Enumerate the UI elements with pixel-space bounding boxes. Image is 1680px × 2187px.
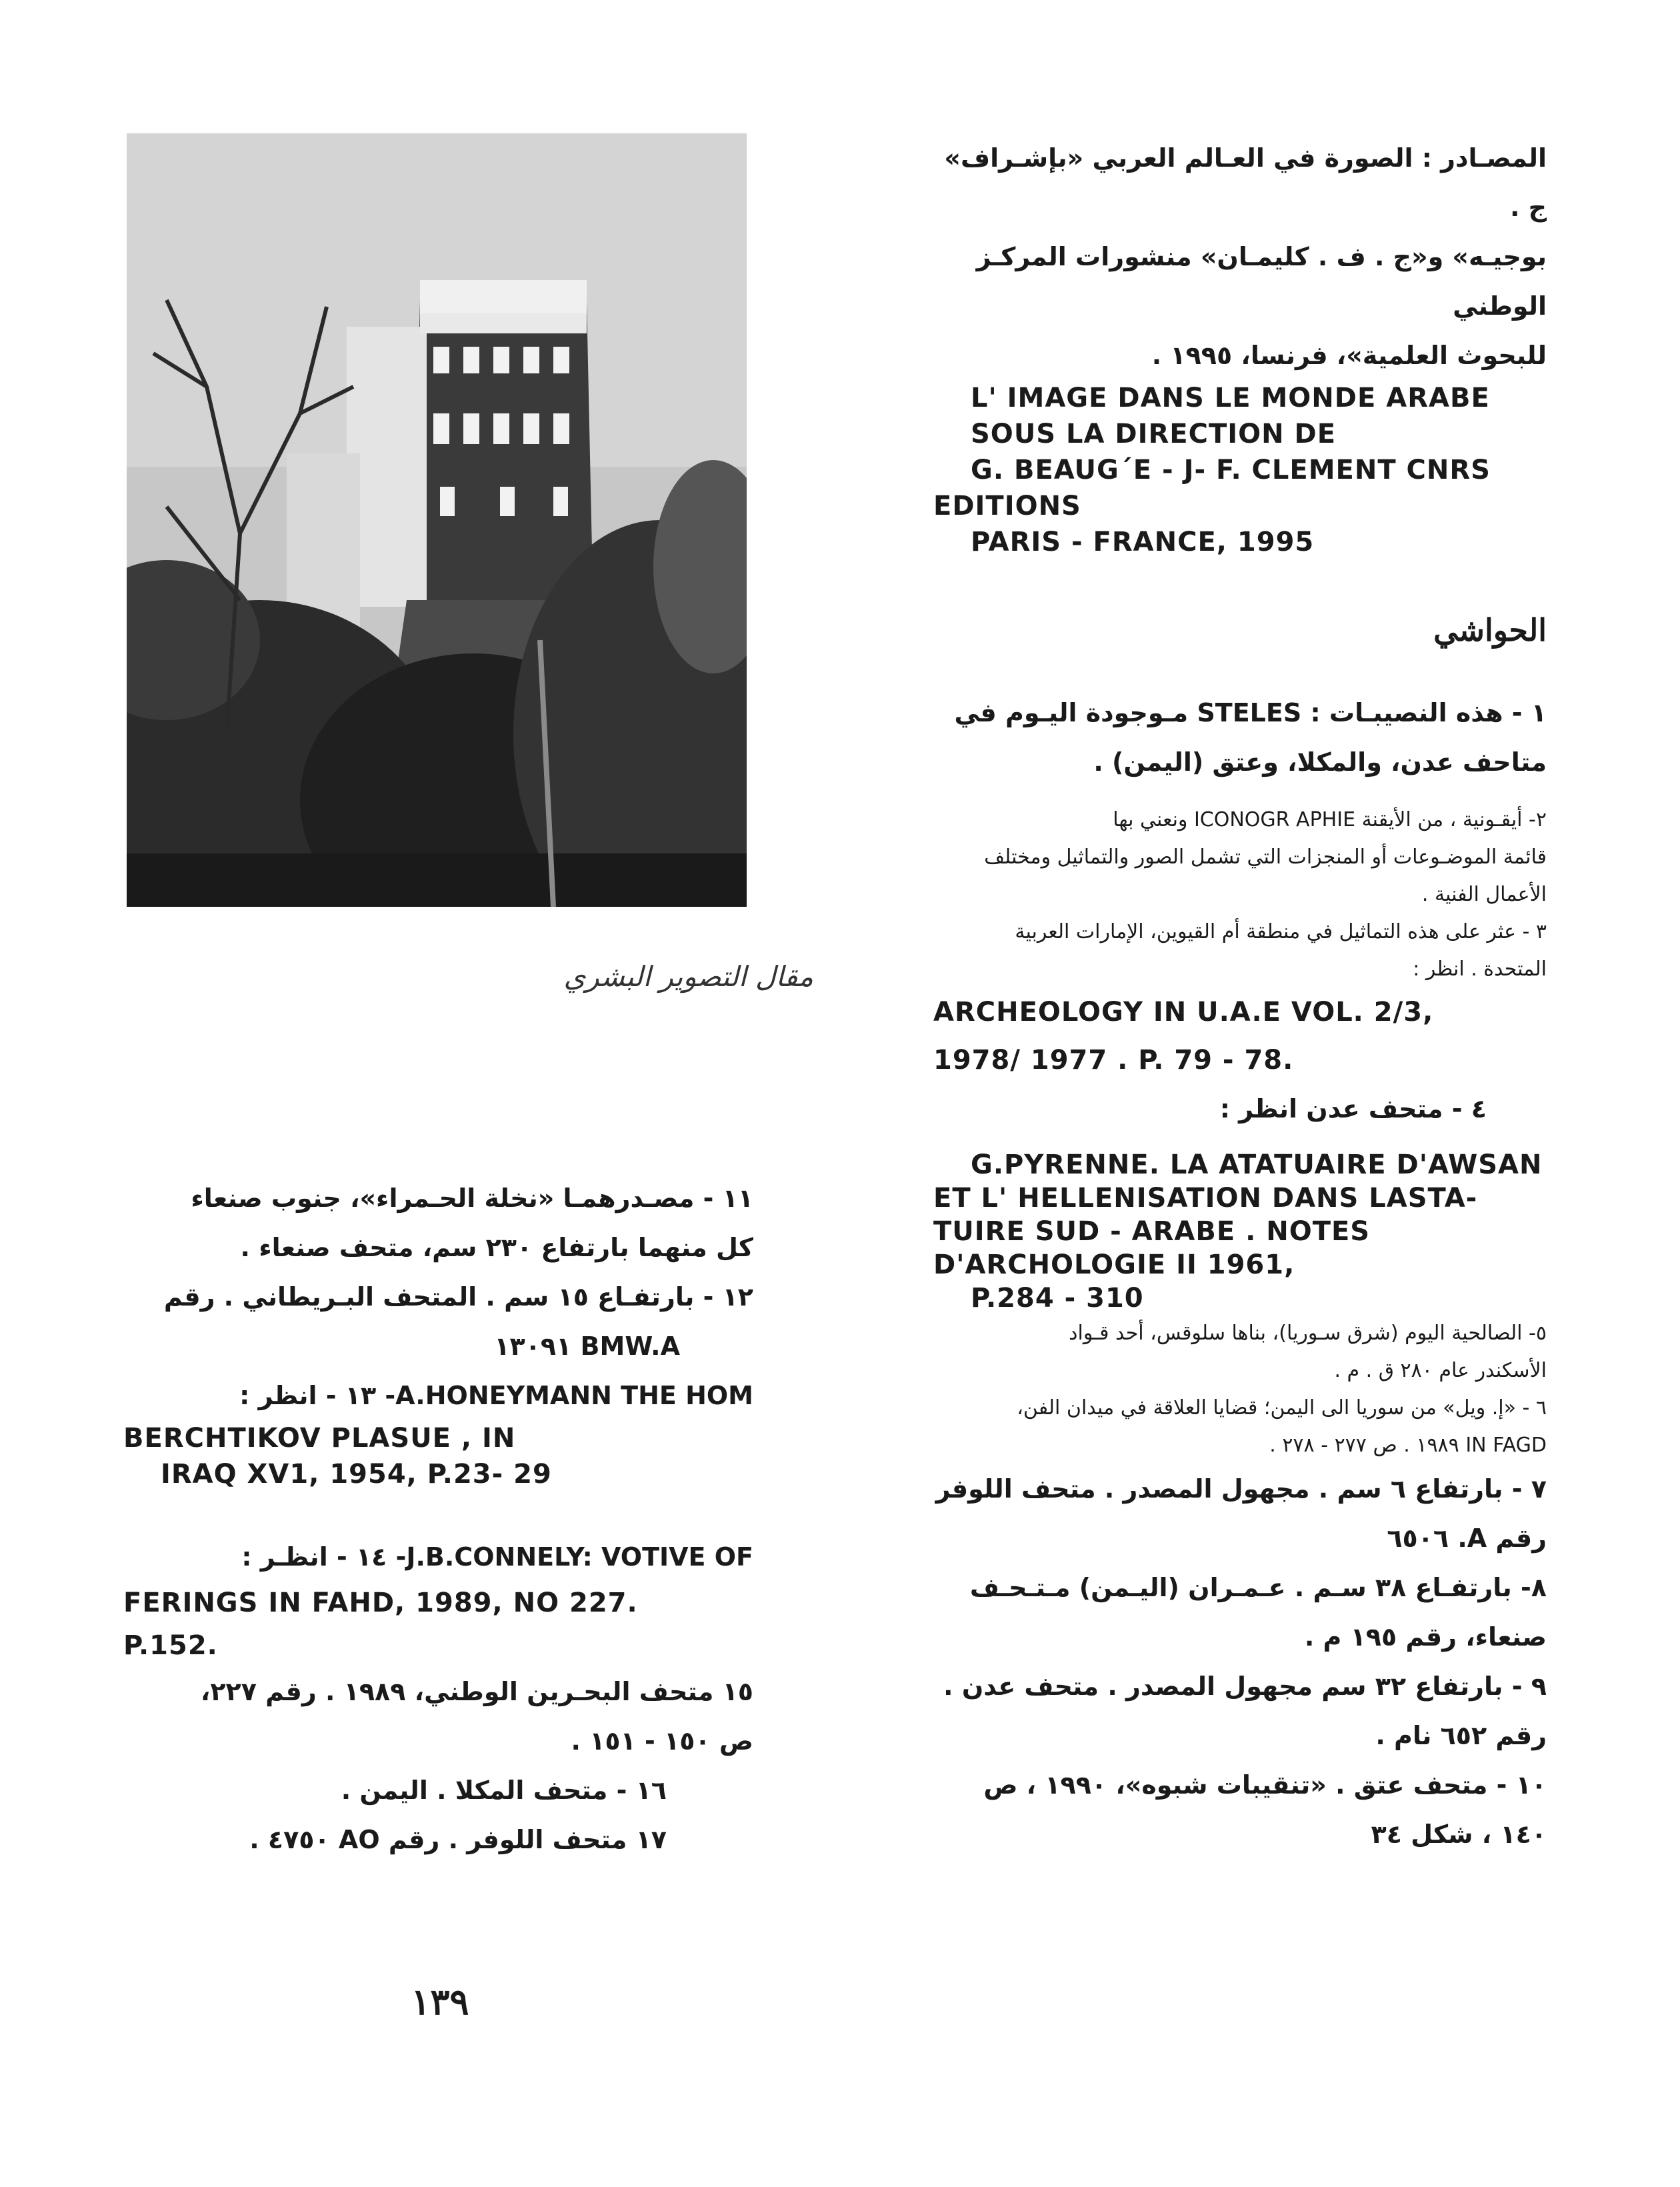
note-17: ١٧ متحف اللوفر . رقم AO ٤٧٥٠ . — [249, 1825, 667, 1854]
note-15: ص ١٥٠ - ١٥١ . — [571, 1726, 753, 1756]
note-2: ٢- أيقـونية ، من الأيقنة ICONOGR APHIE ونعني بها — [1113, 808, 1547, 831]
note-13: A.HONEYMANN THE HOM- ١٣ - انظر : — [239, 1381, 753, 1410]
note-2: قائمة الموضـوعات أو المنجزات التي تشمل الصور والتماثيل ومختلف — [984, 845, 1547, 869]
note-16: ١٦ - متحف المكلا . اليمن . — [341, 1776, 667, 1805]
sources-latin — [933, 380, 1547, 560]
tower-photograph — [127, 133, 747, 907]
note-5: ٥- الصالحية اليوم (شرق سـوريا)، بناها سلوقس، أحد قـواد — [1069, 1322, 1547, 1345]
sources-line: بوجيـه» و«ج . ف . كليمـان» منشورات المركـز الوطني — [976, 242, 1547, 321]
note-12: BMW.A ١٣٠٩١ — [494, 1332, 680, 1361]
note-5: الأسكندر عام ٢٨٠ ق . م . — [1334, 1359, 1547, 1382]
sources-latin-line: EDITIONS — [933, 491, 1081, 521]
note-4-latin — [933, 1148, 1547, 1315]
note-3: المتحدة . انظر : — [1413, 957, 1547, 981]
note-8: ٨- بارتفـاع ٣٨ سـم . عـمـران (اليـمن) مـتـحـف — [969, 1573, 1547, 1602]
note-2: الأعمال الفنية . — [1421, 883, 1547, 906]
note-3-latin — [933, 988, 1547, 1084]
note-12: ١٢ - بارتفـاع ١٥ سم . المتحف البـريطاني . رقم — [163, 1282, 753, 1312]
note-3-latin-line: 1978/ 1977 . P. 79 - 78. — [933, 1045, 1294, 1075]
page-number: ١٣٩ — [411, 1980, 469, 2023]
note-3: ٣ - عثر على هذه التماثيل في منطقة أم القيوين، الإمارات العربية — [1015, 920, 1547, 943]
note-14-latin-line: FERINGS IN FAHD, 1989, NO 227. — [123, 1588, 638, 1618]
right-column — [933, 133, 1547, 1859]
note-14-latin-line: P.152. — [123, 1630, 218, 1661]
photo-caption: مقال التصوير البشري — [563, 960, 813, 993]
left-column — [123, 1174, 753, 1864]
note-7: رقم A. ٦٥٠٦ — [1387, 1524, 1547, 1553]
note-10: ١٠ - متحف عتق . «تنقيبات شبوه»، ١٩٩٠ ، ص — [983, 1770, 1547, 1800]
note-4: ٤ - متحف عدن انظر : — [1219, 1094, 1487, 1124]
note-7: ٧ - بارتفاع ٦ سم . مجهول المصدر . متحف اللوفر — [935, 1474, 1547, 1504]
sources-latin-line: PARIS - FRANCE, 1995 — [971, 527, 1315, 557]
note-11: كل منهما بارتفاع ٢٣٠ سم، متحف صنعاء . — [240, 1233, 753, 1262]
note-14-latin — [123, 1582, 753, 1667]
sources-line: للبحوث العلمية»، فرنسا، ١٩٩٥ . — [1151, 341, 1547, 370]
tower-photo-drawing — [127, 133, 747, 907]
note-13-latin-line: IRAQ XV1, 1954, P.23- 29 — [161, 1459, 552, 1490]
sources-line: المصـادر : الصورة في العـالم العربي «بإشـراف» ج . — [944, 143, 1547, 222]
note-4-latin-line: ET L' HELLENISATION DANS LASTA- — [933, 1183, 1478, 1214]
note-11: ١١ - مصـدرهمـا «نخلة الحـمراء»، جنوب صنعاء — [191, 1184, 753, 1213]
note-4-latin-line: TUIRE SUD - ARABE . NOTES — [933, 1216, 1371, 1247]
note-13-latin-line: BERCHTIKOV PLASUE , IN — [123, 1423, 516, 1454]
note-6: ٦ - «إ. ويل» من سوريا الى اليمن؛ قضايا العلاقة في ميدان الفن، — [1017, 1396, 1547, 1420]
note-1: متاحف عدن، والمكلا، وعتق (اليمن) . — [1093, 747, 1547, 777]
note-13-latin — [123, 1420, 753, 1492]
note-9: رقم ٦٥٢ نام . — [1375, 1721, 1547, 1750]
note-6: IN FAGD ١٩٨٩ . ص ٢٧٧ - ٢٧٨ . — [1269, 1434, 1547, 1457]
note-8: صنعاء، رقم ١٩٥ م . — [1304, 1622, 1547, 1652]
sources-latin-line: SOUS LA DIRECTION DE — [971, 419, 1337, 449]
notes-heading: الحواشي — [1433, 612, 1547, 648]
sources-latin-line: L' IMAGE DANS LE MONDE ARABE — [971, 383, 1490, 413]
note-9: ٩ - بارتفاع ٣٢ سم مجهول المصدر . متحف عدن . — [943, 1672, 1547, 1701]
note-4-latin-line: P.284 - 310 — [971, 1283, 1144, 1314]
note-4-latin-line: G.PYRENNE. LA ATATUAIRE D'AWSAN — [971, 1150, 1543, 1180]
note-10: ١٤٠ ، شكل ٣٤ — [1371, 1820, 1547, 1849]
note-14: J.B.CONNELY: VOTIVE OF- ١٤ - انظـر : — [241, 1542, 753, 1572]
note-15: ١٥ متحف البحـرين الوطني، ١٩٨٩ . رقم ٢٢٧، — [200, 1677, 753, 1706]
note-3-latin-line: ARCHEOLOGY IN U.A.E VOL. 2/3, — [933, 997, 1434, 1027]
note-4-latin-line: D'ARCHOLOGIE II 1961, — [933, 1250, 1295, 1280]
note-1: ١ - هذه النصيبـات : STELES مـوجودة اليـوم في — [954, 698, 1547, 727]
sources-latin-line: G. BEAUG´E - J- F. CLEMENT CNRS — [971, 455, 1491, 485]
